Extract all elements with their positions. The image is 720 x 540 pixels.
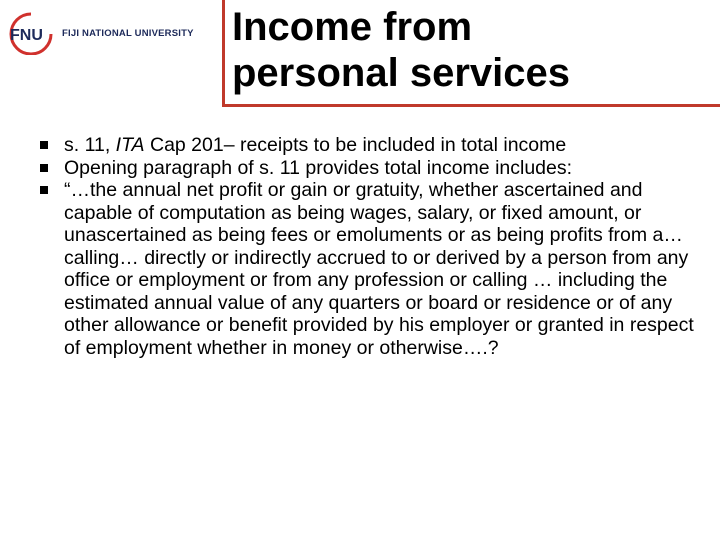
bullet-text: Opening paragraph of s. 11 provides total income includes:: [64, 156, 573, 179]
bullet-text-suffix: Cap 201– receipts to be included in total income: [144, 134, 567, 156]
title-divider-horizontal: [222, 104, 720, 107]
logo-name: FIJI NATIONAL UNIVERSITY: [62, 27, 194, 39]
bullet-text: “…the annual net profit or gain or gratuity, whether ascertained and capable of computation as being wages, salary, or fixed amount, or unascertained as being fees or emoluments or as being profits from a…calling… directly or indirectly accrued to or derived by a person from any office or employment or from any profession or calling … including the estimated annual value of any quarters or board or residence or of any other allowance or benefit provided by his employer or granted in respect of employment whether in money or otherwise….?: [64, 179, 694, 359]
square-bullet-icon: [40, 164, 48, 172]
bullet-item: [40, 179, 700, 359]
title-divider-vertical: [222, 0, 225, 106]
slide-title: [232, 4, 712, 96]
bullet-item: [40, 134, 700, 157]
fnu-logo: [4, 8, 204, 58]
fnu-emblem-icon: [4, 11, 58, 55]
bullet-item: [40, 157, 700, 180]
title-line-1: Income from: [232, 5, 473, 49]
bullet-text-italic: ITA: [115, 134, 145, 156]
title-line-2: personal services: [232, 51, 570, 95]
bullet-list: [40, 134, 700, 359]
square-bullet-icon: [40, 141, 48, 149]
logo-initials: FNU: [10, 27, 43, 44]
bullet-text-prefix: s. 11,: [64, 134, 116, 156]
square-bullet-icon: [40, 186, 48, 194]
